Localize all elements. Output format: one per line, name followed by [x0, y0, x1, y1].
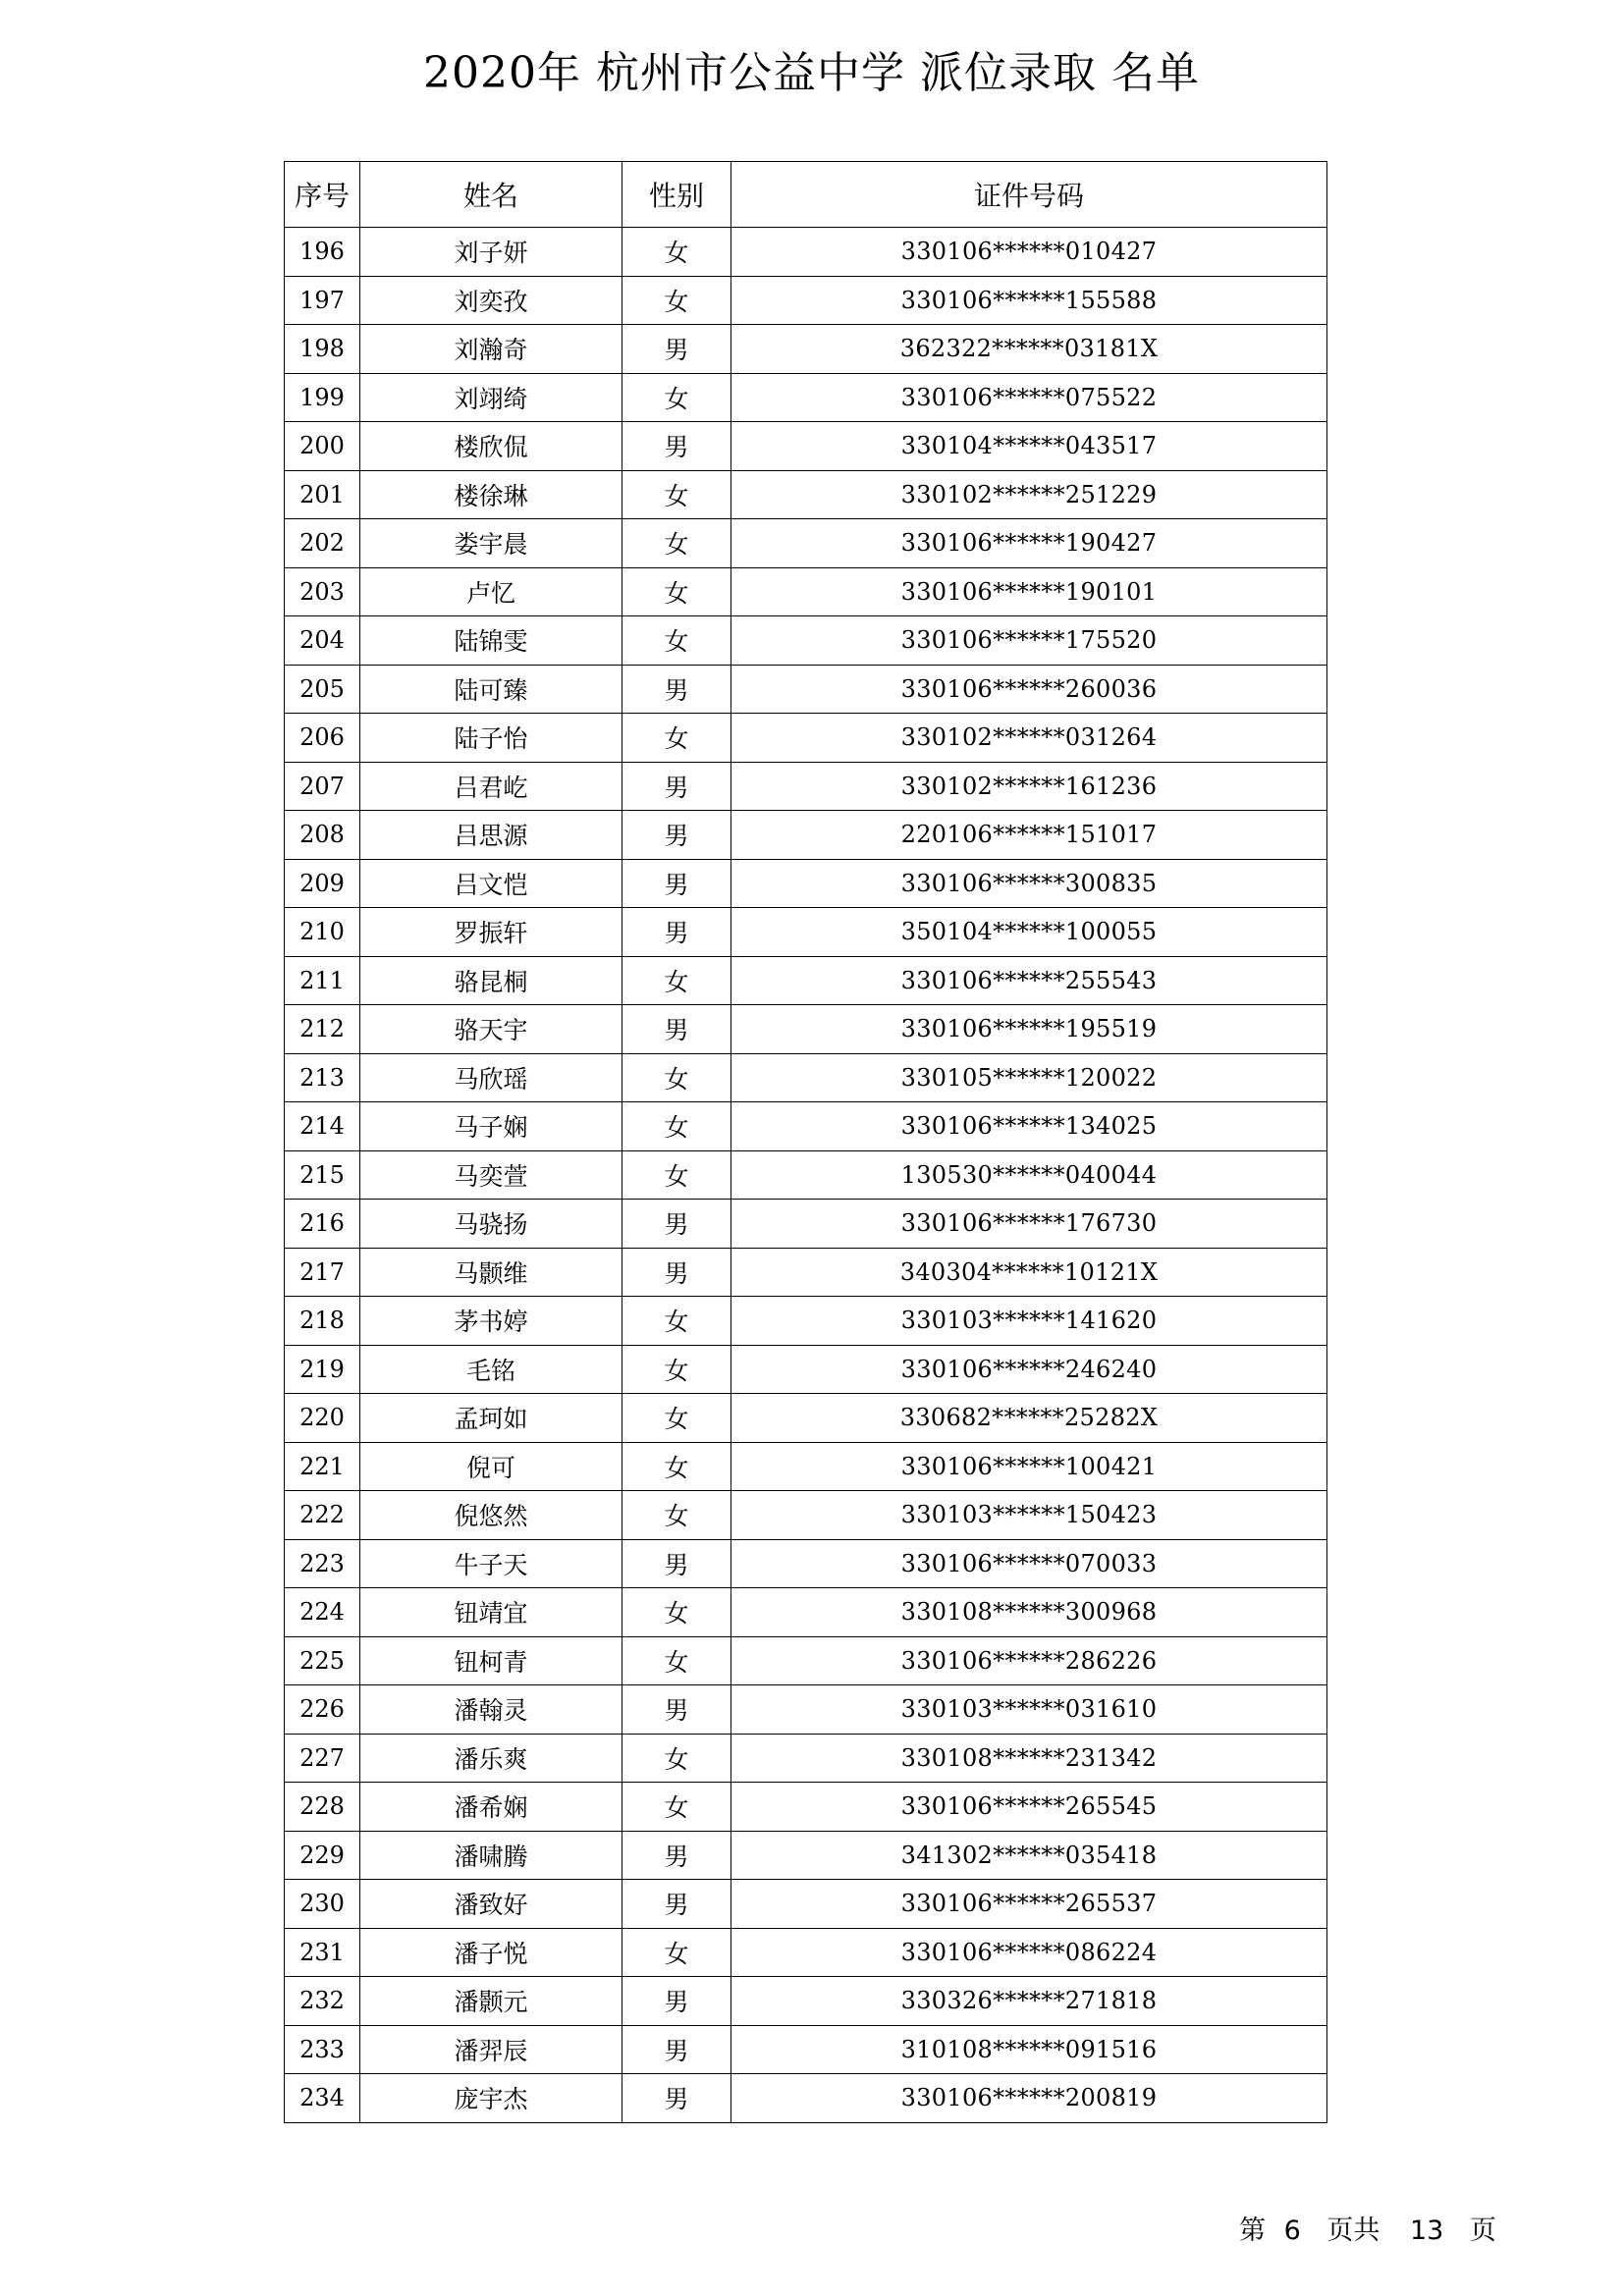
table-row	[285, 1248, 1327, 1297]
table-row	[285, 1200, 1327, 1249]
cell-id: 330106******070033	[731, 1539, 1327, 1588]
table-row	[285, 1831, 1327, 1880]
cell-seq: 213	[285, 1053, 360, 1102]
table-row	[285, 373, 1327, 422]
cell-name: 潘啸腾	[360, 1831, 622, 1880]
cell-name: 潘子悦	[360, 1928, 622, 1977]
cell-gender: 女	[622, 519, 731, 568]
table-row	[285, 956, 1327, 1005]
cell-id: 330106******200819	[731, 2074, 1327, 2123]
page-footer	[1239, 2209, 1496, 2247]
cell-id: 330108******231342	[731, 1734, 1327, 1783]
cell-seq: 219	[285, 1345, 360, 1394]
cell-gender: 女	[622, 228, 731, 277]
cell-name: 倪可	[360, 1442, 622, 1491]
cell-id: 362322******03181X	[731, 325, 1327, 374]
cell-id: 330106******155588	[731, 276, 1327, 325]
table-row	[285, 859, 1327, 908]
table-header-row	[285, 162, 1327, 228]
table-row	[285, 1053, 1327, 1102]
cell-id: 330103******150423	[731, 1491, 1327, 1540]
cell-gender: 女	[622, 1394, 731, 1443]
table-row	[285, 1442, 1327, 1491]
cell-seq: 206	[285, 714, 360, 763]
table-row	[285, 714, 1327, 763]
cell-id: 330105******120022	[731, 1053, 1327, 1102]
cell-seq: 197	[285, 276, 360, 325]
cell-id: 330106******175520	[731, 616, 1327, 666]
cell-seq: 202	[285, 519, 360, 568]
cell-name: 茅书婷	[360, 1297, 622, 1346]
table-row	[285, 1977, 1327, 2026]
admission-table	[284, 161, 1327, 2123]
cell-name: 潘乐爽	[360, 1734, 622, 1783]
cell-gender: 男	[622, 811, 731, 860]
cell-name: 潘翰灵	[360, 1685, 622, 1735]
cell-name: 刘奕孜	[360, 276, 622, 325]
cell-gender: 男	[622, 1248, 731, 1297]
cell-gender: 男	[622, 1200, 731, 1249]
cell-id: 340304******10121X	[731, 1248, 1327, 1297]
table-row	[285, 1005, 1327, 1054]
cell-gender: 女	[622, 1442, 731, 1491]
cell-gender: 男	[622, 1539, 731, 1588]
cell-id: 330102******251229	[731, 470, 1327, 519]
cell-seq: 231	[285, 1928, 360, 1977]
cell-name: 吕文恺	[360, 859, 622, 908]
cell-gender: 男	[622, 2025, 731, 2074]
cell-gender: 女	[622, 1053, 731, 1102]
table-row	[285, 762, 1327, 811]
cell-seq: 229	[285, 1831, 360, 1880]
cell-seq: 208	[285, 811, 360, 860]
cell-seq: 204	[285, 616, 360, 666]
cell-id: 330104******043517	[731, 422, 1327, 471]
cell-id: 330106******075522	[731, 373, 1327, 422]
table-row	[285, 1783, 1327, 1832]
cell-id: 330106******286226	[731, 1636, 1327, 1685]
cell-seq: 209	[285, 859, 360, 908]
cell-id: 330106******086224	[731, 1928, 1327, 1977]
cell-name: 陆子怡	[360, 714, 622, 763]
cell-id: 330106******134025	[731, 1102, 1327, 1151]
cell-seq: 220	[285, 1394, 360, 1443]
cell-id: 330106******190101	[731, 567, 1327, 616]
cell-id: 350104******100055	[731, 908, 1327, 957]
cell-seq: 203	[285, 567, 360, 616]
cell-name: 楼徐琳	[360, 470, 622, 519]
cell-gender: 女	[622, 1734, 731, 1783]
cell-id: 330102******161236	[731, 762, 1327, 811]
cell-id: 330106******300835	[731, 859, 1327, 908]
cell-name: 骆天宇	[360, 1005, 622, 1054]
table-row	[285, 1880, 1327, 1929]
cell-id: 330106******246240	[731, 1345, 1327, 1394]
cell-seq: 226	[285, 1685, 360, 1735]
cell-seq: 228	[285, 1783, 360, 1832]
cell-seq: 196	[285, 228, 360, 277]
cell-id: 330106******260036	[731, 665, 1327, 714]
cell-gender: 男	[622, 859, 731, 908]
cell-gender: 女	[622, 1150, 731, 1200]
cell-name: 吕君屹	[360, 762, 622, 811]
cell-gender: 男	[622, 325, 731, 374]
cell-seq: 199	[285, 373, 360, 422]
cell-name: 陆锦雯	[360, 616, 622, 666]
cell-seq: 205	[285, 665, 360, 714]
cell-id: 330682******25282X	[731, 1394, 1327, 1443]
cell-id: 330106******100421	[731, 1442, 1327, 1491]
header-seq: 序号	[285, 162, 360, 228]
cell-gender: 男	[622, 2074, 731, 2123]
cell-id: 330106******190427	[731, 519, 1327, 568]
cell-name: 潘颢元	[360, 1977, 622, 2026]
cell-seq: 200	[285, 422, 360, 471]
table-row	[285, 519, 1327, 568]
cell-name: 骆昆桐	[360, 956, 622, 1005]
cell-gender: 男	[622, 422, 731, 471]
cell-id: 220106******151017	[731, 811, 1327, 860]
cell-name: 马颢维	[360, 1248, 622, 1297]
cell-seq: 234	[285, 2074, 360, 2123]
cell-gender: 女	[622, 1783, 731, 1832]
cell-name: 楼欣侃	[360, 422, 622, 471]
cell-id: 330106******265537	[731, 1880, 1327, 1929]
table-row	[285, 1734, 1327, 1783]
cell-seq: 227	[285, 1734, 360, 1783]
cell-gender: 男	[622, 908, 731, 957]
table-row	[285, 908, 1327, 957]
table-row	[285, 665, 1327, 714]
footer-middle: 页共	[1326, 2216, 1380, 2246]
cell-name: 刘瀚奇	[360, 325, 622, 374]
cell-name: 罗振轩	[360, 908, 622, 957]
cell-id: 341302******035418	[731, 1831, 1327, 1880]
table-row	[285, 2074, 1327, 2123]
cell-seq: 211	[285, 956, 360, 1005]
cell-seq: 232	[285, 1977, 360, 2026]
footer-prefix: 第	[1239, 2216, 1266, 2246]
cell-seq: 221	[285, 1442, 360, 1491]
cell-id: 330106******010427	[731, 228, 1327, 277]
cell-gender: 女	[622, 956, 731, 1005]
footer-suffix: 页	[1469, 2216, 1496, 2246]
table-row	[285, 1394, 1327, 1443]
table-row	[285, 1588, 1327, 1637]
table-row	[285, 1102, 1327, 1151]
header-name: 姓名	[360, 162, 622, 228]
cell-name: 孟珂如	[360, 1394, 622, 1443]
cell-id: 330106******255543	[731, 956, 1327, 1005]
cell-gender: 女	[622, 1345, 731, 1394]
cell-name: 马欣瑶	[360, 1053, 622, 1102]
cell-name: 刘子妍	[360, 228, 622, 277]
cell-gender: 女	[622, 714, 731, 763]
cell-seq: 207	[285, 762, 360, 811]
table-row	[285, 422, 1327, 471]
footer-total-pages: 13	[1409, 2216, 1444, 2246]
table-row	[285, 1297, 1327, 1346]
cell-name: 牛子天	[360, 1539, 622, 1588]
cell-seq: 223	[285, 1539, 360, 1588]
cell-name: 卢忆	[360, 567, 622, 616]
cell-gender: 女	[622, 373, 731, 422]
cell-name: 毛铭	[360, 1345, 622, 1394]
cell-id: 330326******271818	[731, 1977, 1327, 2026]
table-row	[285, 616, 1327, 666]
cell-id: 310108******091516	[731, 2025, 1327, 2074]
cell-gender: 男	[622, 1880, 731, 1929]
table-row	[285, 567, 1327, 616]
table-row	[285, 2025, 1327, 2074]
table-row	[285, 276, 1327, 325]
header-gender: 性别	[622, 162, 731, 228]
cell-name: 娄宇晨	[360, 519, 622, 568]
cell-gender: 男	[622, 1831, 731, 1880]
cell-seq: 198	[285, 325, 360, 374]
page-title: 2020年 杭州市公益中学 派位录取 名单	[423, 48, 1200, 98]
cell-seq: 224	[285, 1588, 360, 1637]
table-row	[285, 1539, 1327, 1588]
cell-name: 倪悠然	[360, 1491, 622, 1540]
cell-seq: 201	[285, 470, 360, 519]
footer-page-number: 6	[1283, 2216, 1301, 2246]
cell-name: 潘希娴	[360, 1783, 622, 1832]
cell-seq: 217	[285, 1248, 360, 1297]
cell-name: 潘致好	[360, 1880, 622, 1929]
cell-seq: 212	[285, 1005, 360, 1054]
cell-gender: 女	[622, 1588, 731, 1637]
cell-gender: 女	[622, 1491, 731, 1540]
cell-name: 钮靖宜	[360, 1588, 622, 1637]
cell-gender: 女	[622, 616, 731, 666]
table-row	[285, 811, 1327, 860]
cell-id: 130530******040044	[731, 1150, 1327, 1200]
cell-id: 330103******031610	[731, 1685, 1327, 1735]
cell-seq: 210	[285, 908, 360, 957]
cell-name: 吕思源	[360, 811, 622, 860]
cell-gender: 女	[622, 1928, 731, 1977]
table-row	[285, 1685, 1327, 1735]
table-row	[285, 1928, 1327, 1977]
cell-gender: 女	[622, 567, 731, 616]
cell-gender: 男	[622, 762, 731, 811]
table-row	[285, 1491, 1327, 1540]
cell-seq: 222	[285, 1491, 360, 1540]
cell-gender: 男	[622, 1977, 731, 2026]
table-row	[285, 1345, 1327, 1394]
cell-gender: 女	[622, 1297, 731, 1346]
cell-id: 330106******265545	[731, 1783, 1327, 1832]
cell-name: 马骁扬	[360, 1200, 622, 1249]
cell-id: 330102******031264	[731, 714, 1327, 763]
table-row	[285, 1636, 1327, 1685]
table-row	[285, 1150, 1327, 1200]
cell-seq: 225	[285, 1636, 360, 1685]
cell-seq: 230	[285, 1880, 360, 1929]
cell-gender: 女	[622, 1636, 731, 1685]
cell-gender: 男	[622, 1685, 731, 1735]
cell-gender: 男	[622, 665, 731, 714]
cell-id: 330106******195519	[731, 1005, 1327, 1054]
table-row	[285, 470, 1327, 519]
cell-id: 330106******176730	[731, 1200, 1327, 1249]
cell-name: 马奕萱	[360, 1150, 622, 1200]
cell-name: 陆可臻	[360, 665, 622, 714]
table-body	[285, 228, 1327, 2123]
cell-id: 330108******300968	[731, 1588, 1327, 1637]
table-row	[285, 325, 1327, 374]
cell-id: 330103******141620	[731, 1297, 1327, 1346]
cell-gender: 女	[622, 276, 731, 325]
cell-seq: 218	[285, 1297, 360, 1346]
cell-name: 潘羿辰	[360, 2025, 622, 2074]
cell-seq: 233	[285, 2025, 360, 2074]
cell-seq: 214	[285, 1102, 360, 1151]
cell-name: 马子娴	[360, 1102, 622, 1151]
header-id: 证件号码	[731, 162, 1327, 228]
cell-gender: 女	[622, 470, 731, 519]
cell-name: 刘翊绮	[360, 373, 622, 422]
cell-name: 钮柯青	[360, 1636, 622, 1685]
cell-gender: 女	[622, 1102, 731, 1151]
cell-name: 庞宇杰	[360, 2074, 622, 2123]
cell-seq: 215	[285, 1150, 360, 1200]
cell-seq: 216	[285, 1200, 360, 1249]
table-row	[285, 228, 1327, 277]
cell-gender: 男	[622, 1005, 731, 1054]
